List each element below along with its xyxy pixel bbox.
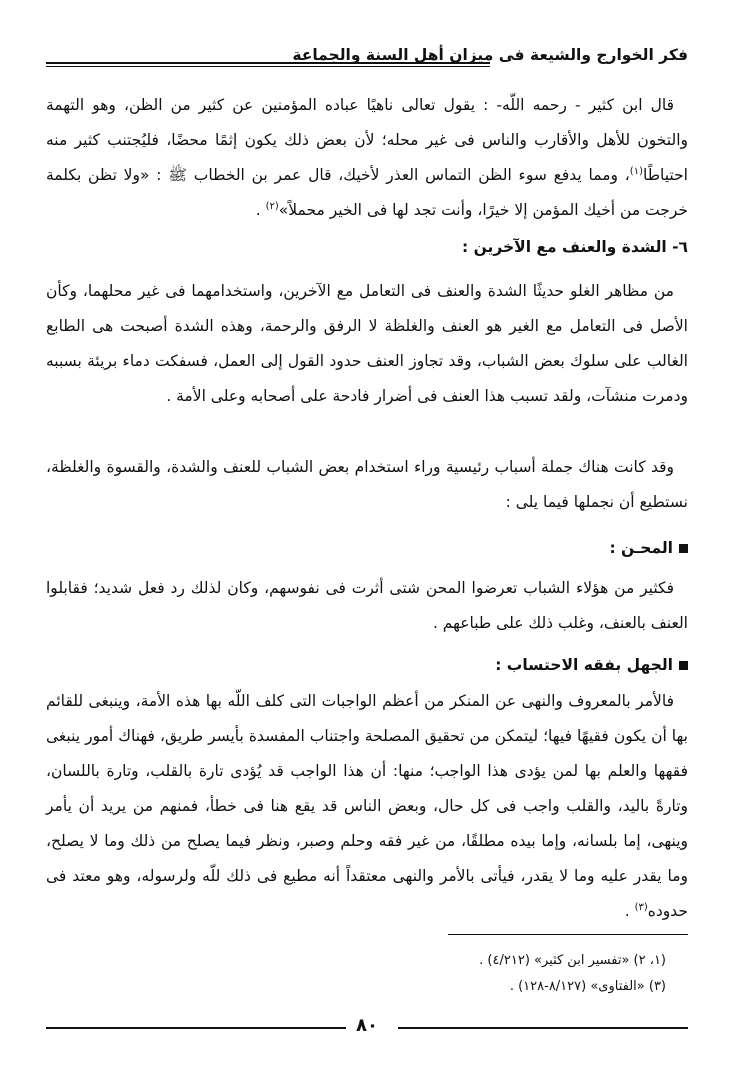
body-block-1 — [46, 88, 688, 228]
footnote-ref-3: (٣) — [634, 901, 648, 913]
paragraph-violence: من مظاهر الغلو حديثًا الشدة والعنف فى التعامل مع الآخرين، واستخدامهما فى غير محلهما، وكأن الأصل فى التعامل مع الغير هو العنف والغلظة لا الرفق والرحمة، وهذه الشدة أصبحت هى الطابع الغالب على سلوك بعض الشباب، وقد تجاوز العنف حدود القول إلى العمل، فسفكت دماء بريئة بسببه ودمرت منشآت، ولقد تسبب هذا العنف فى أضرار فادحة على أصحابه وعلى الأمة . — [46, 282, 688, 405]
footnotes — [479, 948, 666, 1000]
body-block-8 — [46, 684, 688, 929]
page-footer — [46, 1012, 688, 1042]
body-block-5 — [46, 531, 688, 566]
page-number: ٨٠ — [356, 1015, 378, 1036]
bullet-square-icon — [679, 661, 688, 670]
paragraph-hisbah: فالأمر بالمعروف والنهى عن المنكر من أعظم الواجبات التى كلف اللّه بها هذه الأمة، وينبغى للقائم بها أن يكون فقيهًا فيها؛ ليتمكن من تحقيق المصلحة واجتناب المفسدة بأيسر طريق، فهناك أمور ينبغى فقهها والعلم بها لمن يؤدى هذا الواجب؛ منها: أن هذا الواجب قد يُؤدى تارة بالقلب، وتارة باللسان، وتارةً باليد، والقلب واجب فى كل حال، وبعض الناس قد يقع هنا فى خطأ، فمنهم من يريد أن يأمر وينهى، إما بلسانه، وإما بيده مطلقًا، من غير فقه وحلم وصبر، ونظر فيما يصلح من ذلك وما لا يصلح، وما يقدر عليه وما لا يقدر، فيأتى بالأمر والنهى معتقداً أنه مطيع فى ذلك للّه ولرسوله، وهو معتد فى حدوده$^{(٣)}$ . — [46, 692, 688, 920]
body-block-2 — [46, 230, 688, 265]
footer-rule-right — [398, 1027, 688, 1029]
footnote-ref-2: (٢) — [265, 200, 279, 212]
footnote-separator — [448, 934, 688, 935]
body-block-7 — [46, 648, 688, 683]
paragraph-ibn-kathir: قال ابن كثير - رحمه اللّه- : يقول تعالى ناهيًا عباده المؤمنين عن كثير من الظن، وهو التهمة والتخون للأهل والأقارب والناس فى غير محله؛ لأن بعض ذلك يكون إثمًا محضًا، فليُجتنب كثير منه احتياطًا$^{(١)}$، ومما يدفع سوء الظن التماس العذر لأخيك، قال عمر بن الخطاب ﷺ : «ولا تظن بكلمة خرجت من أخيك المؤمن إلا خيرًا، وأنت تجد لها فى الخير محملاً»$^{(٢)}$ . — [46, 96, 688, 219]
section-heading-6: ٦- الشدة والعنف مع الآخرين : — [461, 238, 688, 256]
subheading-mihan: المحـن : — [46, 531, 688, 566]
body-block-6 — [46, 571, 688, 641]
header-title: فكر الخوارج والشيعة فى ميزان أهل السنة والجماعة — [292, 46, 688, 64]
paragraph-trials: فكثير من هؤلاء الشباب تعرضوا المحن شتى أثرت فى نفوسهم، وكان لذلك رد فعل شديد؛ فقابلوا العنف بالعنف، وغلب ذلك على طباعهم . — [46, 579, 688, 632]
footnote-ref-1: (١) — [629, 165, 643, 177]
running-header — [46, 42, 688, 72]
footnote-1-2: (١، ٢) «تفسير ابن كثير» (٤/٢١٢) . — [479, 953, 666, 968]
bullet-square-icon — [679, 544, 688, 553]
body-block-3 — [46, 274, 688, 414]
header-rule-thin — [46, 66, 490, 67]
paragraph-causes: وقد كانت هناك جملة أسباب رئيسية وراء استخدام بعض الشباب للعنف والشدة، والقسوة والغلظة، نستطيع أن نجملها فيما يلى : — [46, 458, 688, 511]
subheading-jahl: الجهل بفقه الاحتساب : — [46, 648, 688, 683]
header-rule — [46, 62, 490, 64]
body-block-4 — [46, 450, 688, 520]
footnote-3: (٣) «الفتاوى» (٨/١٢٧-١٢٨) . — [509, 979, 666, 994]
